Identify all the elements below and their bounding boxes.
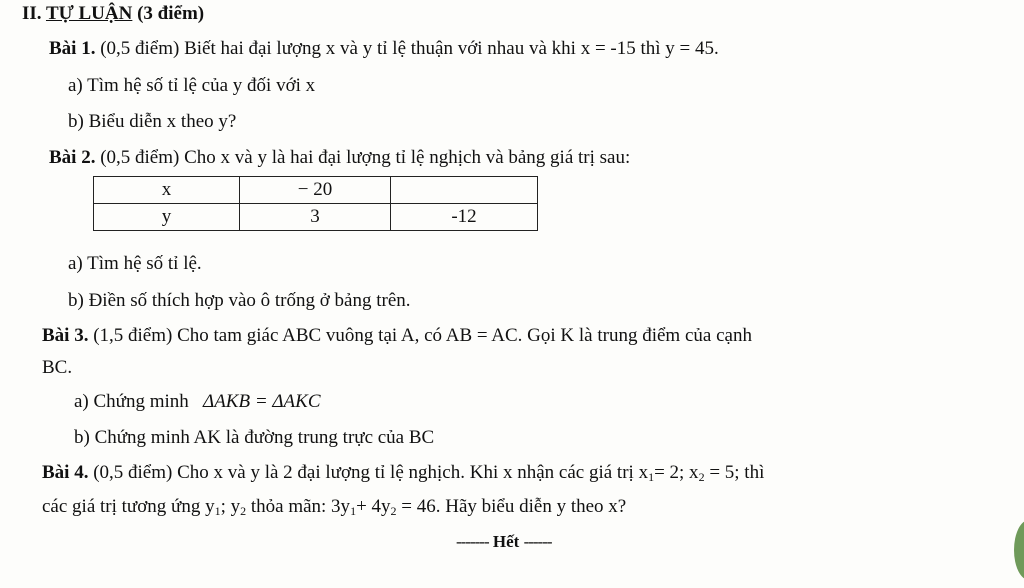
table-cell: x <box>94 177 240 204</box>
table-cell-empty <box>391 177 538 204</box>
value-table <box>93 176 538 231</box>
section-title: TỰ LUẬN <box>45 3 133 24</box>
end-marker: ------- Hết ------ <box>456 532 552 551</box>
table-cell: − 20 <box>240 177 391 204</box>
bai3-part-b: b) Chứng minh AK là đường trung trực của BC <box>74 427 435 448</box>
bai3-part-a: a) Chứng minh ΔAKB = ΔAKC <box>74 391 321 412</box>
decorative-edge-shape <box>1014 520 1024 580</box>
table-cell: -12 <box>391 204 538 231</box>
table-row-x <box>94 177 538 204</box>
section-heading: II. TỰ LUẬN (3 điểm) <box>22 3 205 24</box>
bai2-part-b: b) Điền số thích hợp vào ô trống ở bảng trên. <box>68 290 411 311</box>
bai3-statement-line2: BC. <box>42 357 73 378</box>
bai1-statement: Bài 1. (0,5 điểm) Biết hai đại lượng x và y tỉ lệ thuận với nhau và khi x = -15 thì y = 45. <box>49 38 719 59</box>
bai4-statement-line2: các giá trị tương ứng $y_1$; $y_2$ thỏa mãn: $3y_1+ 4y_2 = 46$. Hãy biểu diễn y theo x? <box>42 496 627 518</box>
table-cell: 3 <box>240 204 391 231</box>
bai1-part-a: a) Tìm hệ số tỉ lệ của y đối với x <box>68 75 316 96</box>
end-word: Hết <box>492 532 520 551</box>
table-row-y <box>94 204 538 231</box>
bai2-statement: Bài 2. (0,5 điểm) Cho x và y là hai đại lượng tỉ lệ nghịch và bảng giá trị sau: <box>49 147 631 168</box>
bai3-statement-line1: Bài 3. (1,5 điểm) Cho tam giác ABC vuông tại A, có AB = AC. Gọi K là trung điểm của cạnh <box>42 325 752 346</box>
bai1-part-b: b) Biểu diễn x theo y? <box>68 111 237 132</box>
table-cell: y <box>94 204 240 231</box>
congruence-formula: ΔAKB = ΔAKC <box>203 391 321 412</box>
bai2-part-a: a) Tìm hệ số tỉ lệ. <box>68 253 202 274</box>
bai4-statement-line1: Bài 4. (0,5 điểm) Cho x và y là 2 đại lượng tỉ lệ nghịch. Khi x nhận các giá trị $x_1= 2$; $x_2 = 5$; thì <box>42 462 765 484</box>
